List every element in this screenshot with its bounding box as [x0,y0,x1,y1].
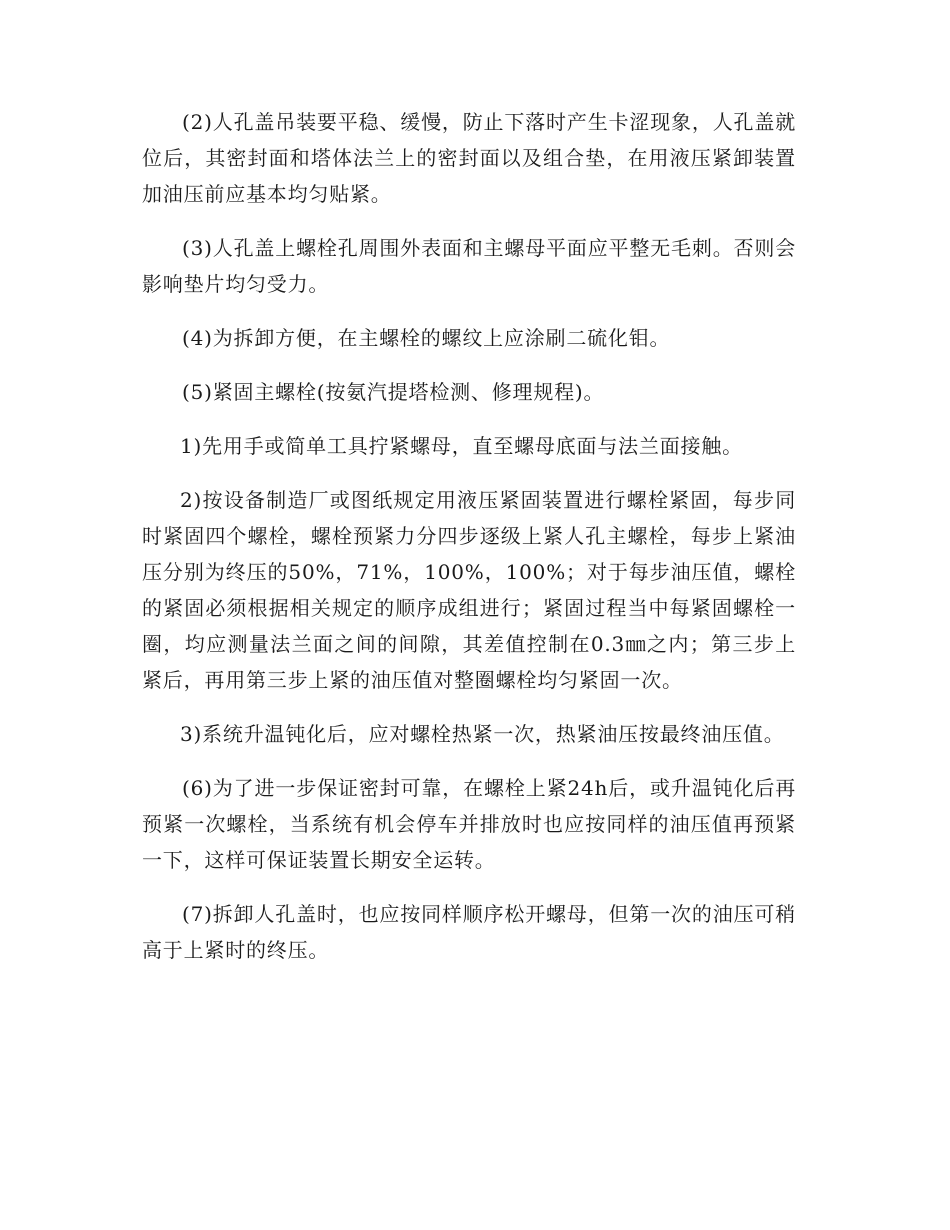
paragraph-subitem-3: 3)系统升温钝化后，应对螺栓热紧一次，热紧油压按最终油压值。 [180,722,785,746]
paragraph-subitem-2: 2)按设备制造厂或图纸规定用液压紧固装置进行螺栓紧固，每步同时紧固四个螺栓，螺栓预紧力分四步逐级上紧人孔主螺栓，每步上紧油压分别为终压的50%，71%，100%，100%；对于每步油压值，螺栓的紧固必须根据相关规定的顺序成组进行；紧固过程当中每紧固螺栓一圈，均应测量法兰面之间的间隙，其差值控制在0.3㎜之内；第三步上紧后，再用第三步上紧的油压值对整圈螺栓均匀紧固一次。 [142,488,796,692]
paragraph-item-2: (2)人孔盖吊装要平稳、缓慢，防止下落时产生卡涩现象，人孔盖就位后，其密封面和塔体法兰上的密封面以及组合垫，在用液压紧卸装置加油压前应基本均匀贴紧。 [142,110,796,206]
document-body [142,104,796,986]
paragraph-item-4: (4)为拆卸方便，在主螺栓的螺纹上应涂刷二硫化钼。 [182,326,671,350]
paragraph-item-6: (6)为了进一步保证密封可靠，在螺栓上紧24h后，或升温钝化后再预紧一次螺栓，当系统有机会停车并排放时也应按同样的油压值再预紧一下，这样可保证装置长期安全运转。 [142,776,796,872]
paragraph-item-5: (5)紧固主螺栓(按氨汽提塔检测、修理规程)。 [182,380,605,404]
paragraph-item-3: (3)人孔盖上螺栓孔周围外表面和主螺母平面应平整无毛刺。否则会影响垫片均匀受力。 [142,236,796,296]
paragraph-subitem-1: 1)先用手或简单工具拧紧螺母，直至螺母底面与法兰面接触。 [180,434,743,458]
paragraph-item-7: (7)拆卸人孔盖时，也应按同样顺序松开螺母，但第一次的油压可稍高于上紧时的终压。 [142,902,796,962]
